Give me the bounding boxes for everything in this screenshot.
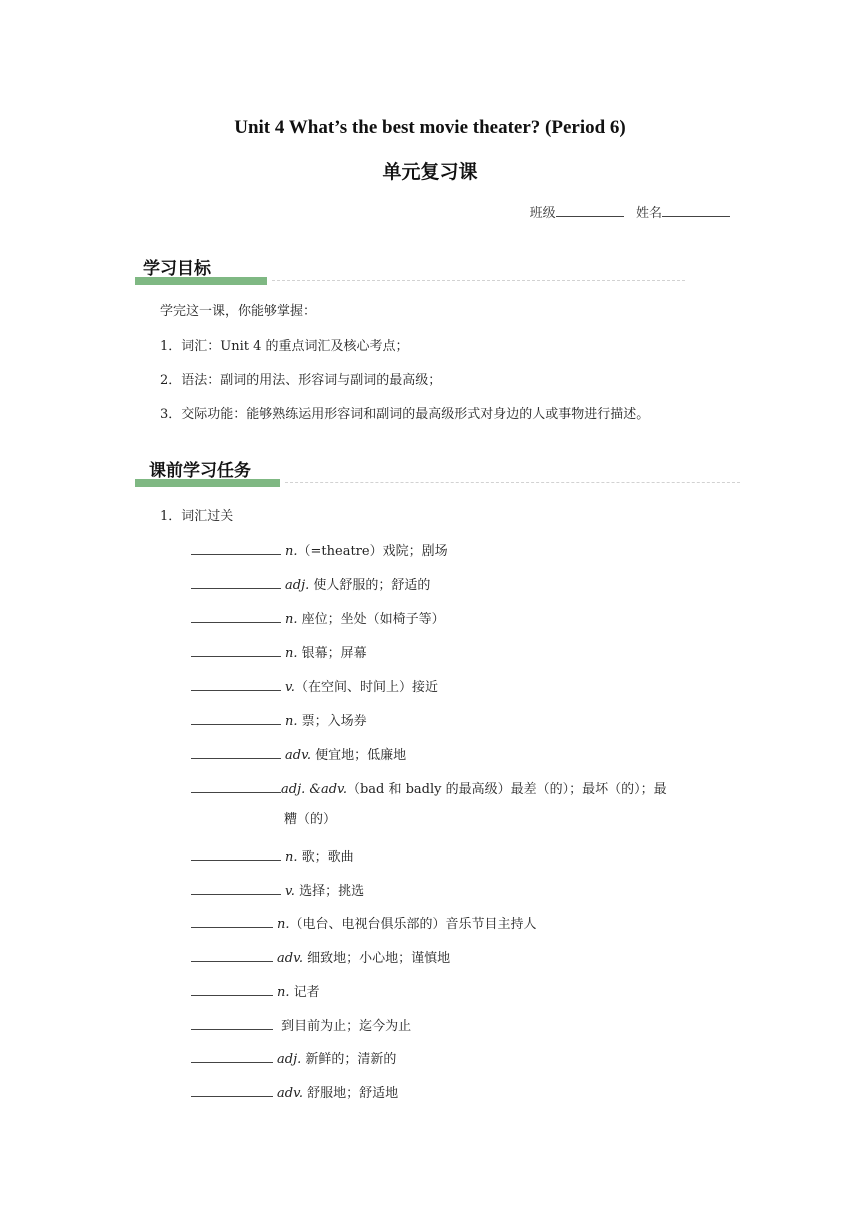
part-of-speech: n. [285, 850, 298, 865]
part-of-speech: adv. [277, 951, 304, 966]
vocab-item [191, 846, 354, 868]
heading-divider [285, 482, 740, 483]
class-name-fields [530, 203, 730, 223]
vocab-meaning: 细致地；小心地；谨慎地 [303, 951, 451, 966]
answer-blank[interactable] [191, 744, 281, 759]
page-subtitle: 单元复习课 [382, 161, 478, 183]
vocab-meaning: （在空间、时间上）接近 [294, 680, 438, 695]
vocab-meaning-continued: 糟（的） [284, 812, 337, 827]
answer-blank[interactable] [191, 778, 281, 793]
answer-blank[interactable] [191, 710, 281, 725]
answer-blank[interactable] [191, 608, 281, 623]
vocab-meaning: 舒服地；舒适地 [303, 1086, 399, 1101]
vocab-item [191, 710, 367, 732]
vocab-title: 1．词汇过关 [160, 509, 234, 524]
vocab-item [191, 981, 320, 1003]
page-title: Unit 4 What’s the best movie theater? (Period 6) [234, 117, 626, 138]
vocab-item [191, 608, 445, 630]
vocab-meaning: 票；入场券 [297, 714, 367, 729]
vocab-meaning: 新鲜的；清新的 [301, 1052, 397, 1067]
vocab-item [191, 913, 537, 935]
answer-blank[interactable] [191, 1082, 273, 1097]
class-blank[interactable] [556, 203, 624, 217]
vocab-meaning: 座位；坐处（如椅子等） [297, 612, 445, 627]
vocab-item [191, 540, 448, 562]
vocab-item [191, 1048, 396, 1070]
answer-blank[interactable] [191, 913, 273, 928]
objectives-heading-label: 学习目标 [143, 259, 211, 279]
vocab-item [191, 574, 430, 596]
vocab-item [191, 880, 364, 902]
part-of-speech: adj. [285, 578, 310, 593]
vocab-item [191, 1015, 411, 1037]
vocab-meaning: （bad 和 badly 的最高级）最差（的）；最坏（的）；最 [346, 782, 667, 797]
vocab-item [191, 778, 667, 800]
answer-blank[interactable] [191, 981, 273, 996]
vocab-item [191, 642, 367, 664]
part-of-speech: v. [285, 884, 295, 899]
answer-blank[interactable] [191, 540, 281, 555]
answer-blank[interactable] [191, 947, 273, 962]
part-of-speech: v. [285, 680, 295, 695]
vocab-item [191, 947, 450, 969]
objectives-intro: 学完这一课，你能够掌握： [160, 304, 317, 319]
answer-blank[interactable] [191, 642, 281, 657]
part-of-speech: n. [285, 714, 298, 729]
part-of-speech: n. [285, 612, 298, 627]
answer-blank[interactable] [191, 574, 281, 589]
objective-item: 1．词汇：Unit 4 的重点词汇及核心考点； [160, 339, 409, 354]
answer-blank[interactable] [191, 880, 281, 895]
vocab-meaning: 选择；挑选 [294, 884, 365, 899]
name-blank[interactable] [662, 203, 730, 217]
vocab-meaning: 使人舒服的；舒适的 [309, 578, 431, 593]
answer-blank[interactable] [191, 1015, 273, 1030]
part-of-speech: adv. [285, 748, 312, 763]
tasks-section-heading [135, 460, 740, 490]
answer-blank[interactable] [191, 846, 281, 861]
vocab-item [191, 676, 438, 698]
objective-item: 3．交际功能：能够熟练运用形容词和副词的最高级形式对身边的人或事物进行描述。 [160, 407, 650, 422]
name-label: 姓名 [635, 206, 662, 221]
part-of-speech: n. [277, 985, 290, 1000]
vocab-item [191, 1082, 398, 1104]
class-label: 班级 [529, 206, 556, 221]
vocab-meaning: 歌；歌曲 [297, 850, 354, 865]
vocab-meaning: 银幕；屏幕 [297, 646, 367, 661]
vocab-meaning: 便宜地；低廉地 [311, 748, 407, 763]
part-of-speech: n. [277, 917, 290, 932]
vocab-meaning: 到目前为止；迄今为止 [277, 1019, 412, 1034]
objectives-section-heading [135, 258, 685, 288]
vocab-item [191, 744, 406, 766]
vocab-meaning: 记者 [289, 985, 320, 1000]
part-of-speech: n. [285, 544, 298, 559]
vocab-meaning: （电台、电视台俱乐部的）音乐节目主持人 [289, 917, 537, 932]
tasks-heading-label: 课前学习任务 [149, 461, 251, 481]
part-of-speech: adv. [277, 1086, 304, 1101]
vocab-meaning: （=theatre）戏院；剧场 [297, 544, 448, 559]
part-of-speech: adj. [277, 1052, 302, 1067]
answer-blank[interactable] [191, 676, 281, 691]
part-of-speech: n. [285, 646, 298, 661]
answer-blank[interactable] [191, 1048, 273, 1063]
heading-divider [272, 280, 685, 281]
objective-item: 2．语法：副词的用法、形容词与副词的最高级； [160, 373, 442, 388]
part-of-speech: adj. &adv. [281, 782, 347, 797]
